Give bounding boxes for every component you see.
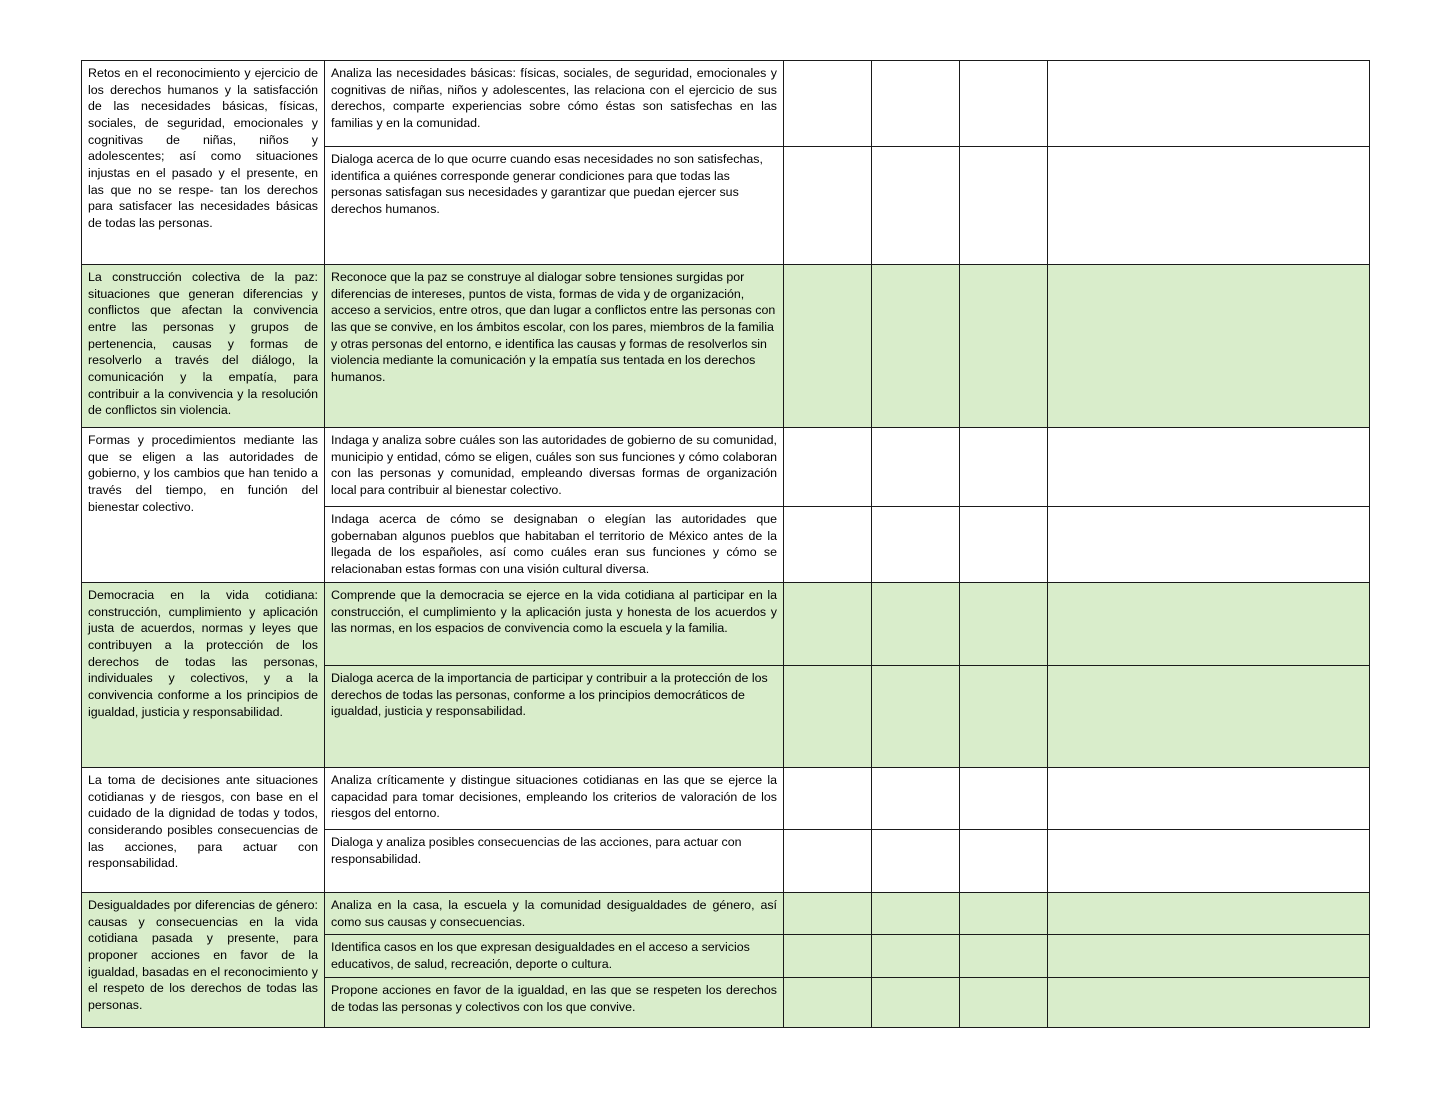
notes-cell[interactable] — [1048, 61, 1370, 147]
notes-cell[interactable] — [1048, 893, 1370, 935]
topic-cell — [82, 768, 325, 893]
mark1-cell[interactable] — [784, 768, 872, 830]
mark3-cell[interactable] — [960, 265, 1048, 428]
learning-cell: Dialoga y analiza posibles consecuencias de las acciones, para actuar con responsabilidad. — [325, 830, 784, 893]
learning-cell: Indaga y analiza sobre cuáles son las autoridades de gobierno de su comunidad, municipio y entidad, cómo se eligen, cuáles son sus funciones y cómo colaboran con las personas y comunidad, empleando diversas formas de organización local para contribuir al bienestar colectivo. — [325, 428, 784, 507]
table-row — [82, 428, 1370, 507]
topic-text: Formas y procedimientos mediante las que se eligen a las autoridades de gobierno, y los cambios que han tenido a través del tiempo, en función del bienestar colectivo. — [88, 433, 318, 514]
learning-cell: Identifica casos en los que expresan desigualdades en el acceso a servicios educativos, de salud, recreación, deporte o cultura. — [325, 935, 784, 978]
learning-cell: Analiza las necesidades básicas: físicas, sociales, de seguridad, emocionales y cognitivas de niñas, niños y adolescentes, las relaciona con el ejercicio de sus derechos, comparte experiencias sobre cómo éstas son satisfechas en las familias y en la comunidad. — [325, 61, 784, 147]
notes-cell[interactable] — [1048, 265, 1370, 428]
mark2-cell[interactable] — [872, 507, 960, 583]
learning-cell: Analiza críticamente y distingue situaciones cotidianas en las que se ejerce la capacidad para tomar decisiones, empleando los criterios de valoración de los riesgos del entorno. — [325, 768, 784, 830]
table-body — [82, 61, 1370, 1028]
table-row — [82, 893, 1370, 935]
mark3-cell[interactable] — [960, 768, 1048, 830]
mark1-cell[interactable] — [784, 507, 872, 583]
notes-cell[interactable] — [1048, 935, 1370, 978]
mark2-cell[interactable] — [872, 768, 960, 830]
learning-cell: Reconoce que la paz se construye al dialogar sobre tensiones surgidas por diferencias de intereses, puntos de vista, formas de vida y de organización, acceso a servicios, entre otros, que dan lugar a conflictos entre las personas con las que se convive, en los ámbitos escolar, con los pares, miembros de la familia y otras personas del entorno, e identifica las causas y formas de resolverlos sin violencia mediante la comunicación y la empatía sus tentada en los derechos humanos. — [325, 265, 784, 428]
table-row — [82, 768, 1370, 830]
mark2-cell[interactable] — [872, 893, 960, 935]
mark3-cell[interactable] — [960, 147, 1048, 265]
mark2-cell[interactable] — [872, 147, 960, 265]
learning-cell: Comprende que la democracia se ejerce en la vida cotidiana al participar en la construcción, el cumplimiento y la aplicación justa y honesta de los acuerdos y las normas, en los espacios de convivencia como la escuela y la familia. — [325, 583, 784, 666]
notes-cell[interactable] — [1048, 428, 1370, 507]
mark2-cell[interactable] — [872, 666, 960, 768]
mark3-cell[interactable] — [960, 666, 1048, 768]
mark1-cell[interactable] — [784, 978, 872, 1028]
notes-cell[interactable] — [1048, 768, 1370, 830]
mark1-cell[interactable] — [784, 265, 872, 428]
notes-cell[interactable] — [1048, 830, 1370, 893]
notes-cell[interactable] — [1048, 147, 1370, 265]
notes-cell[interactable] — [1048, 666, 1370, 768]
table-row — [82, 583, 1370, 666]
topic-text: Desigualdades por diferencias de género: causas y consecuencias en la vida cotidiana pasada y presente, para proponer acciones en favor de la igualdad, basadas en el reconocimiento y el respeto de los derechos de todas las personas. — [88, 898, 318, 1013]
topic-cell — [82, 61, 325, 265]
topic-text: La construcción colectiva de la paz: situaciones que generan diferencias y conflictos que afectan la convivencia entre las personas y grupos de pertenencia, causas y formas de resolverlo a través del diálogo, la comunicación y la empatía, para contribuir a la convivencia y la resolución de conflictos sin violencia. — [88, 270, 318, 418]
mark1-cell[interactable] — [784, 935, 872, 978]
mark3-cell[interactable] — [960, 507, 1048, 583]
topic-text: La toma de decisiones ante situaciones cotidianas y de riesgos, con base en el cuidado de la dignidad de todas y todos, considerando posibles consecuencias de las acciones, para actuar con responsabilidad. — [88, 773, 318, 871]
mark3-cell[interactable] — [960, 893, 1048, 935]
mark3-cell[interactable] — [960, 830, 1048, 893]
mark2-cell[interactable] — [872, 61, 960, 147]
table-row — [82, 265, 1370, 428]
mark1-cell[interactable] — [784, 147, 872, 265]
mark1-cell[interactable] — [784, 583, 872, 666]
notes-cell[interactable] — [1048, 507, 1370, 583]
topic-cell — [82, 583, 325, 768]
topic-text: Democracia en la vida cotidiana: construcción, cumplimiento y aplicación justa de acuerdos, normas y leyes que contribuyen a la protección de los derechos de todas las personas, individuales y colectivos, y a la convivencia conforme a los principios de igualdad, justicia y responsabilidad. — [88, 588, 318, 719]
mark1-cell[interactable] — [784, 893, 872, 935]
learning-cell: Dialoga acerca de lo que ocurre cuando esas necesidades no son satisfechas, identifica a quiénes corresponde generar condiciones para que todas las personas satisfagan sus necesidades y garantizar que puedan ejercer sus derechos humanos. — [325, 147, 784, 265]
topic-cell — [82, 265, 325, 428]
mark2-cell[interactable] — [872, 583, 960, 666]
learning-cell: Propone acciones en favor de la igualdad, en las que se respeten los derechos de todas las personas y colectivos con los que convive. — [325, 978, 784, 1028]
mark2-cell[interactable] — [872, 935, 960, 978]
learning-cell: Indaga acerca de cómo se designaban o elegían las autoridades que gobernaban algunos pueblos que habitaban el territorio de México antes de la llegada de los españoles, así como cuáles eran sus funciones y cómo se relacionaban estas formas con una visión cultural diversa. — [325, 507, 784, 583]
notes-cell[interactable] — [1048, 583, 1370, 666]
curriculum-table — [81, 60, 1370, 1028]
mark3-cell[interactable] — [960, 428, 1048, 507]
mark3-cell[interactable] — [960, 935, 1048, 978]
mark1-cell[interactable] — [784, 61, 872, 147]
mark1-cell[interactable] — [784, 428, 872, 507]
mark2-cell[interactable] — [872, 265, 960, 428]
mark2-cell[interactable] — [872, 830, 960, 893]
mark3-cell[interactable] — [960, 978, 1048, 1028]
mark3-cell[interactable] — [960, 583, 1048, 666]
notes-cell[interactable] — [1048, 978, 1370, 1028]
learning-cell: Dialoga acerca de la importancia de participar y contribuir a la protección de los derechos de todas las personas, conforme a los principios democráticos de igualdad, justicia y responsabilidad. — [325, 666, 784, 768]
mark1-cell[interactable] — [784, 830, 872, 893]
topic-text: Retos en el reconocimiento y ejercicio de los derechos humanos y la satisfacción de las necesidades básicas, físicas, sociales, de seguridad, emocionales y cognitivas de niñas, niños y adolescentes; así como situaciones injustas en el pasado y el presente, en las que no se respe- tan los derechos para satisfacer las necesidades básicas de todas las personas. — [88, 66, 318, 231]
mark2-cell[interactable] — [872, 978, 960, 1028]
mark2-cell[interactable] — [872, 428, 960, 507]
topic-cell — [82, 428, 325, 583]
table-row — [82, 61, 1370, 147]
mark1-cell[interactable] — [784, 666, 872, 768]
mark3-cell[interactable] — [960, 61, 1048, 147]
topic-cell — [82, 893, 325, 1028]
learning-cell: Analiza en la casa, la escuela y la comunidad desigualdades de género, así como sus causas y consecuencias. — [325, 893, 784, 935]
